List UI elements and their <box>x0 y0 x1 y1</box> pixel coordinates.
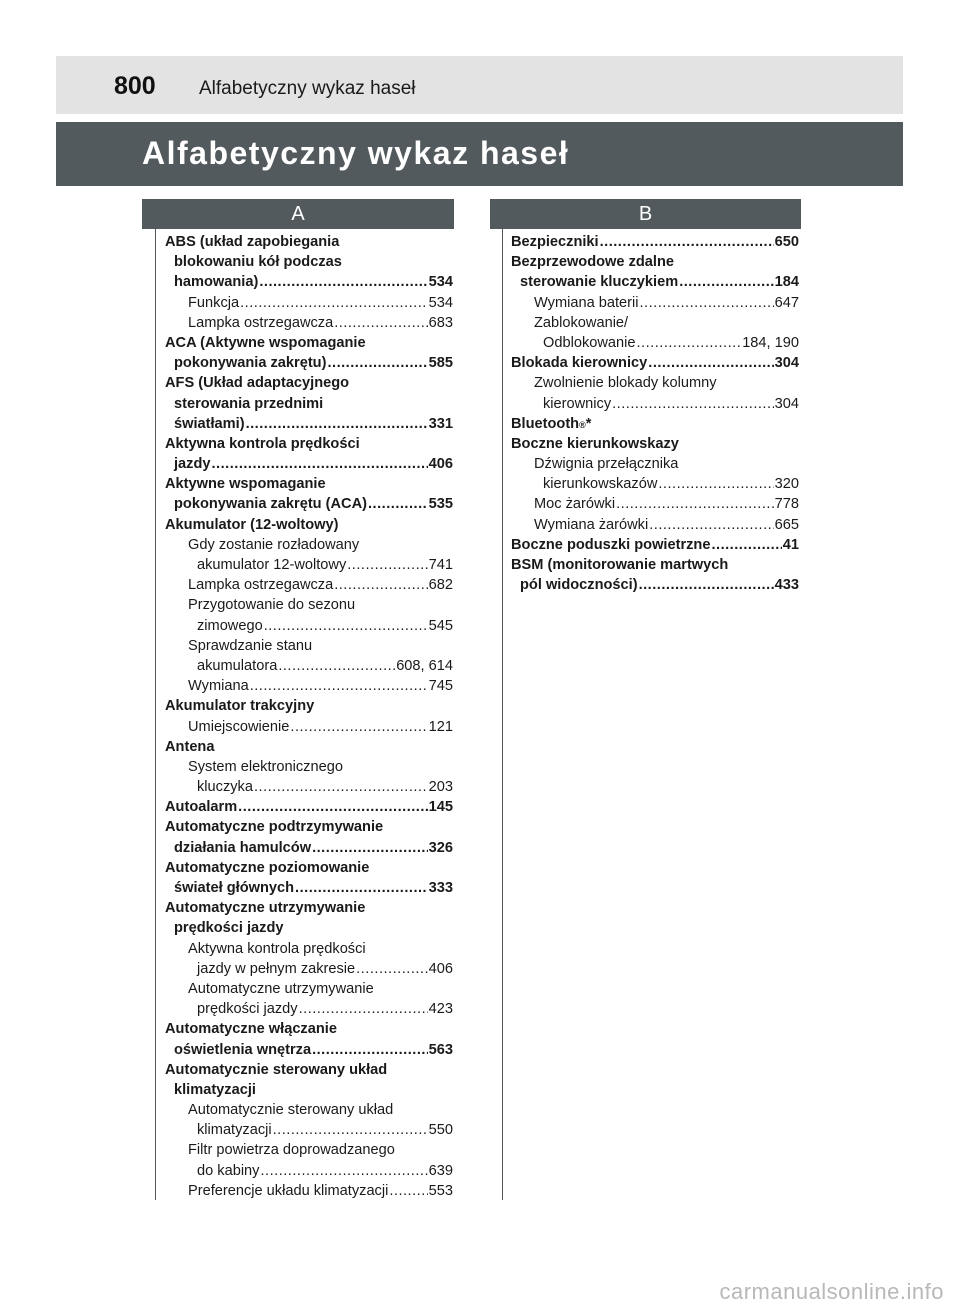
index-entry-text: Automatyczne utrzymywanie <box>188 980 374 997</box>
page-reference: 433 <box>774 577 799 594</box>
section-letter-a: A <box>142 199 454 229</box>
dot-leader <box>334 575 427 595</box>
index-entry-text: Przygotowanie do sezonu <box>188 597 356 614</box>
index-entry-text: świateł głównych <box>174 880 295 896</box>
watermark: carmanualsonline.info <box>719 1279 944 1304</box>
index-entry-text: jazdy <box>174 456 211 473</box>
index-entry-text: Antena <box>165 738 215 755</box>
dot-leader <box>260 1161 427 1181</box>
index-entry-text: Wymiana żarówki <box>534 516 649 533</box>
page-reference: 145 <box>428 799 453 816</box>
page-reference: 203 <box>428 779 453 796</box>
page-reference: 333 <box>428 880 453 896</box>
index-entry-text: System elektronicznego <box>188 758 343 775</box>
index-entry-text: Bluetooth <box>511 415 580 432</box>
page-reference: 534 <box>428 294 453 311</box>
index-entry <box>165 252 453 272</box>
index-entry-text: światłami) <box>174 415 245 432</box>
index-entry <box>165 999 453 1019</box>
dot-leader <box>649 515 773 535</box>
index-entry-text: akumulator 12-woltowy <box>197 557 347 573</box>
index-entry-text: Wymiana baterii <box>534 294 639 311</box>
index-entry <box>165 777 453 797</box>
dot-leader <box>312 838 428 858</box>
index-entry <box>165 1060 453 1080</box>
index-entry <box>511 373 799 393</box>
index-entry <box>165 878 453 898</box>
index-entry-text: Lampka ostrzegawcza <box>188 314 334 331</box>
index-entry <box>511 454 799 474</box>
index-entry <box>165 939 453 959</box>
index-entry <box>165 757 453 777</box>
page-reference: 406 <box>428 960 453 977</box>
dot-leader <box>600 232 774 252</box>
index-entry <box>511 353 799 373</box>
index-entry-text: Blokada kierownicy <box>511 355 648 372</box>
index-entry-text: Aktywna kontrola prędkości <box>188 940 366 957</box>
dot-leader <box>312 1040 428 1060</box>
dot-leader <box>250 676 428 696</box>
page-reference: 545 <box>428 617 453 634</box>
index-entry-text: kierunkowskazów <box>543 476 658 493</box>
index-entry-text: pokonywania zakrętu (ACA) <box>174 496 367 513</box>
page-reference: 665 <box>774 516 799 533</box>
index-entry <box>165 717 453 737</box>
index-entry <box>165 535 453 555</box>
dot-leader <box>389 1181 427 1201</box>
index-entry-text: AFS (Układ adaptacyjnego <box>165 375 350 392</box>
index-entry <box>165 979 453 999</box>
dot-leader <box>327 353 427 373</box>
index-entry-text: BSM (monitorowanie martwych <box>511 557 729 573</box>
index-entry <box>165 1181 453 1201</box>
page-reference: 121 <box>428 718 453 735</box>
page-reference: 320 <box>774 476 799 493</box>
index-entry <box>165 1161 453 1181</box>
index-entry-text: hamowania) <box>174 274 259 291</box>
page-reference: 535 <box>428 496 453 513</box>
index-entry <box>511 272 799 292</box>
page-reference: 184, 190 <box>742 334 799 351</box>
index-entry <box>511 434 799 454</box>
page-reference: 331 <box>428 415 453 432</box>
column-rule-a <box>155 229 156 1200</box>
page-reference: 326 <box>428 839 453 856</box>
dot-leader <box>278 656 395 676</box>
index-entry <box>165 454 453 474</box>
index-entry <box>165 353 453 373</box>
index-entry <box>165 1120 453 1140</box>
index-entry <box>511 575 799 595</box>
index-entry-text: Bezprzewodowe zdalne <box>511 254 674 271</box>
index-entry-text: Preferencje układu klimatyzacji <box>188 1182 389 1199</box>
page-number: 800 <box>114 72 156 100</box>
index-entry <box>165 494 453 514</box>
index-entry-text: pokonywania zakrętu) <box>174 355 327 372</box>
page-reference: 304 <box>774 395 799 412</box>
dot-leader <box>299 999 428 1019</box>
index-entry <box>511 555 799 575</box>
index-entry-text: jazdy w pełnym zakresie <box>197 960 356 977</box>
index-entry-text: pól widoczności) <box>520 577 638 594</box>
page-reference: 184 <box>774 274 799 291</box>
index-entry <box>165 1019 453 1039</box>
page-reference: 682 <box>428 577 453 594</box>
page-reference: 423 <box>428 1001 453 1018</box>
index-column-b <box>511 232 799 595</box>
dot-leader <box>334 313 427 333</box>
index-entry-text: Funkcja <box>188 294 240 311</box>
index-entry <box>165 595 453 615</box>
index-entry <box>165 1040 453 1060</box>
page-reference: 406 <box>428 456 453 473</box>
index-entry <box>165 817 453 837</box>
dot-leader <box>639 575 774 595</box>
running-header-title: Alfabetyczny wykaz haseł <box>199 78 416 99</box>
dot-leader <box>259 272 427 292</box>
dot-leader <box>240 293 428 313</box>
page-reference: 41 <box>782 536 799 553</box>
index-entry <box>511 333 799 353</box>
index-entry <box>165 515 453 535</box>
page-title: Alfabetyczny wykaz haseł <box>142 135 570 171</box>
index-entry <box>165 333 453 353</box>
dot-leader <box>616 494 774 514</box>
index-entry-text: klimatyzacji <box>174 1081 256 1098</box>
index-entry <box>511 313 799 333</box>
dot-leader <box>679 272 773 292</box>
index-entry-text: do kabiny <box>197 1162 260 1179</box>
index-entry <box>165 676 453 696</box>
index-entry <box>165 1100 453 1120</box>
index-entry-text: Akumulator trakcyjny <box>165 698 315 715</box>
dot-leader <box>347 555 427 575</box>
page-reference: 639 <box>428 1162 453 1179</box>
index-entry <box>165 696 453 716</box>
dot-leader <box>264 616 428 636</box>
index-entry-text: Akumulator (12-woltowy) <box>165 516 339 533</box>
index-entry-text: klimatyzacji <box>197 1122 272 1139</box>
index-entry <box>165 737 453 757</box>
dot-leader <box>640 293 774 313</box>
dot-leader <box>711 535 781 555</box>
index-entry <box>165 616 453 636</box>
index-entry-text: blokowaniu kół podczas <box>174 254 342 271</box>
index-entry <box>165 918 453 938</box>
index-entry <box>165 636 453 656</box>
index-entry <box>511 515 799 535</box>
index-entry <box>165 414 453 434</box>
index-entry-text: zimowego <box>197 617 263 634</box>
index-entry <box>165 858 453 878</box>
page-reference: 647 <box>774 294 799 311</box>
index-entry-text: Bezpieczniki <box>511 234 599 250</box>
page-reference: 608, 614 <box>396 657 453 674</box>
index-entry <box>165 293 453 313</box>
index-entry <box>165 797 453 817</box>
index-entry-text: Lampka ostrzegawcza <box>188 577 334 594</box>
page-reference: 563 <box>428 1041 453 1058</box>
index-entry-text: Zablokowanie/ <box>534 314 629 331</box>
index-entry-text: sterowania przednimi <box>174 395 324 412</box>
index-entry <box>511 252 799 272</box>
page-reference: 534 <box>428 274 453 291</box>
index-entry-text: Automatycznie sterowany układ <box>188 1102 394 1119</box>
page-reference: 553 <box>428 1182 453 1199</box>
index-entry <box>165 373 453 393</box>
index-entry <box>165 838 453 858</box>
dot-leader <box>290 717 427 737</box>
dot-leader <box>356 959 427 979</box>
index-entry-text: ACA (Aktywne wspomaganie <box>165 334 366 351</box>
index-entry: Bluetooth ® * <box>511 414 799 434</box>
index-entry <box>511 535 799 555</box>
page-reference: 683 <box>428 314 453 331</box>
dot-leader <box>637 333 742 353</box>
index-column-a <box>165 232 453 1201</box>
index-entry-text: prędkości jazdy <box>174 920 284 937</box>
index-entry <box>511 474 799 494</box>
page-reference: 550 <box>428 1122 453 1139</box>
dot-leader <box>246 414 428 434</box>
index-entry <box>165 1140 453 1160</box>
column-rule-b <box>502 229 503 1200</box>
index-entry <box>165 434 453 454</box>
index-entry <box>165 959 453 979</box>
index-entry-text: Sprawdzanie stanu <box>188 637 313 654</box>
index-entry-text: Automatycznie sterowany układ <box>165 1061 388 1078</box>
index-entry-text: prędkości jazdy <box>197 1001 298 1018</box>
index-entry-text: Automatyczne włączanie <box>165 1021 337 1038</box>
index-entry-text: kluczyka <box>197 779 253 796</box>
dot-leader <box>212 454 428 474</box>
index-entry <box>165 898 453 918</box>
dot-leader <box>295 878 428 898</box>
index-entry-text: Boczne kierunkowskazy <box>511 435 679 452</box>
index-entry-text: Automatyczne poziomowanie <box>165 859 370 876</box>
index-entry-text: Dźwignia przełącznika <box>534 456 679 473</box>
index-entry <box>165 313 453 333</box>
page-reference: 585 <box>428 355 453 372</box>
index-entry <box>165 555 453 575</box>
dot-leader <box>612 394 774 414</box>
index-entry-text: Automatyczne utrzymywanie <box>165 900 366 917</box>
index-entry-text: Zwolnienie blokady kolumny <box>534 375 717 392</box>
index-entry-text: Gdy zostanie rozładowany <box>188 536 360 553</box>
index-entry-text: ABS (układ zapobiegania <box>165 234 340 250</box>
index-entry-text: oświetlenia wnętrza <box>174 1041 312 1058</box>
page-reference: 778 <box>774 496 799 513</box>
dot-leader <box>238 797 427 817</box>
index-entry-text: Wymiana <box>188 678 249 695</box>
index-entry <box>165 656 453 676</box>
dot-leader <box>648 353 773 373</box>
index-entry-text: Moc żarówki <box>534 496 616 513</box>
index-entry-text: Autoalarm <box>165 799 238 816</box>
index-entry <box>165 575 453 595</box>
index-entry <box>511 293 799 313</box>
dot-leader <box>273 1120 428 1140</box>
section-letter-b: B <box>490 199 801 229</box>
index-entry <box>165 474 453 494</box>
dot-leader <box>368 494 428 514</box>
index-entry-text: Aktywna kontrola prędkości <box>165 435 360 452</box>
index-entry <box>165 394 453 414</box>
asterisk-mark: * <box>585 415 592 432</box>
index-entry-text: Filtr powietrza doprowadzanego <box>188 1142 395 1159</box>
index-entry-text: Boczne poduszki powietrzne <box>511 536 711 553</box>
dot-leader <box>658 474 773 494</box>
index-entry-text: Automatyczne podtrzymywanie <box>165 819 384 836</box>
index-entry <box>165 272 453 292</box>
page-reference: 650 <box>774 234 799 250</box>
index-entry-text: działania hamulców <box>174 839 312 856</box>
index-entry-text: Umiejscowienie <box>188 718 290 735</box>
page-reference: 745 <box>428 678 453 695</box>
index-entry-text: sterowanie kluczykiem <box>520 274 679 291</box>
index-entry <box>511 394 799 414</box>
running-header-band <box>56 56 903 114</box>
index-entry <box>511 232 799 252</box>
index-entry-text: Odblokowanie <box>543 334 636 351</box>
index-entry-text: kierownicy <box>543 395 612 412</box>
page-reference: 741 <box>428 557 453 573</box>
index-entry <box>511 494 799 514</box>
page-reference: 304 <box>774 355 799 372</box>
index-entry <box>165 1080 453 1100</box>
index-entry <box>165 232 453 252</box>
index-entry-text: Aktywne wspomaganie <box>165 476 326 493</box>
index-entry-text: akumulatora <box>197 657 278 674</box>
dot-leader <box>254 777 428 797</box>
